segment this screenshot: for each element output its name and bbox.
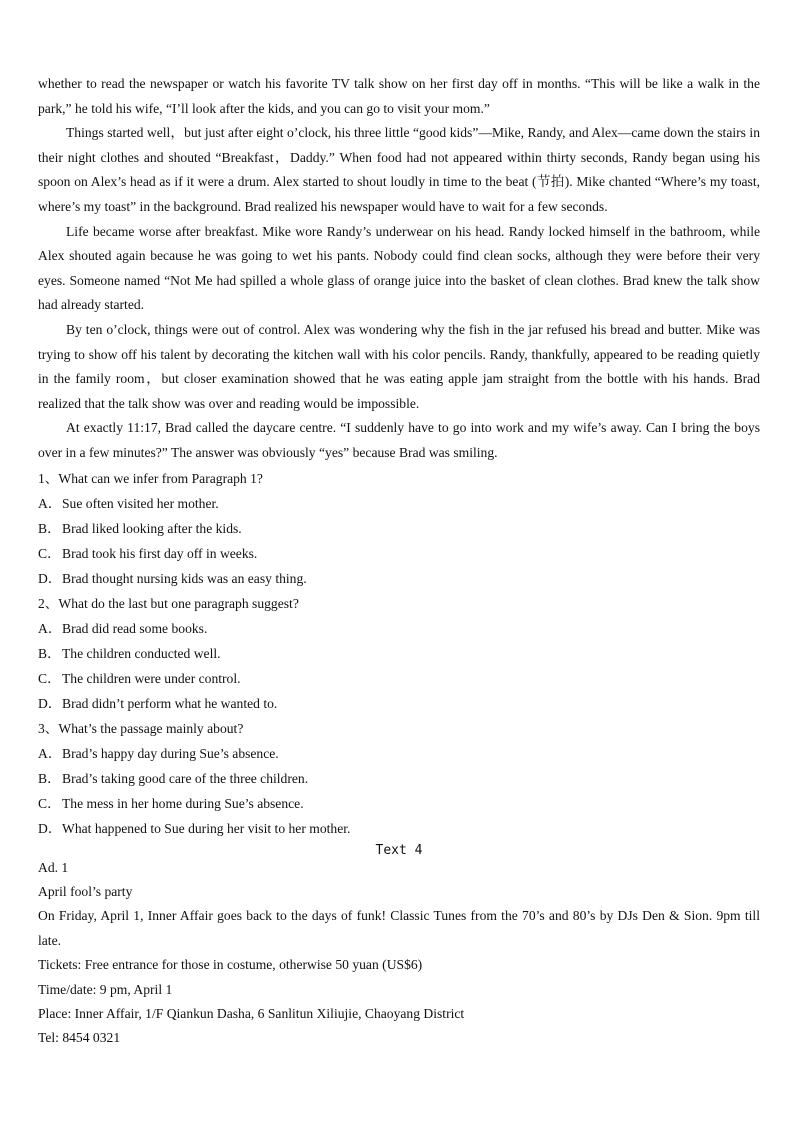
passage-paragraph-4: By ten o’clock, things were out of control. Alex was wondering why the fish in the jar refused his bread and butter. Mike was trying to show off his talent by decorating the kitchen wall with his color pencils. Randy, thankfully, appeared to be reading quietly in the family room，but closer examination showed that he was eating apple jam straight from the bottle with his hands. Brad realized that the talk show was over and reading would be impossible. — [38, 321, 760, 411]
question-3 — [38, 716, 760, 841]
option-label: B． — [38, 645, 61, 661]
option-label: C． — [38, 545, 61, 561]
option-text: Sue often visited her mother. — [62, 495, 219, 511]
ad-number: Ad. 1 — [38, 859, 69, 875]
option-text: Brad took his first day off in weeks. — [62, 545, 258, 561]
option-text: Brad liked looking after the kids. — [62, 520, 242, 536]
option-text: Brad’s happy day during Sue’s absence. — [62, 745, 279, 761]
option-label: A． — [38, 745, 62, 761]
option-b[interactable] — [38, 641, 760, 666]
option-c[interactable] — [38, 791, 760, 816]
question-1 — [38, 466, 760, 591]
option-d[interactable] — [38, 691, 760, 716]
section-heading: Text 4 — [375, 842, 423, 858]
option-b[interactable] — [38, 516, 760, 541]
option-label: B． — [38, 770, 61, 786]
option-a[interactable] — [38, 741, 760, 766]
question-stem: 2、What do the last but one paragraph suggest? — [38, 595, 299, 611]
option-text: Brad did read some books. — [62, 620, 208, 636]
ad-title: April fool’s party — [38, 883, 133, 899]
option-a[interactable] — [38, 616, 760, 641]
advertisement — [38, 856, 760, 1051]
option-c[interactable] — [38, 541, 760, 566]
passage-paragraph-1: whether to read the newspaper or watch his favorite TV talk show on her first day off in months. “This will be like a walk in the park,” he told his wife, “I’ll look after the kids, and you can go to visit your mom.” — [38, 76, 760, 116]
option-label: C． — [38, 795, 61, 811]
passage-paragraph-2: Things started well，but just after eight o’clock, his three little “good kids”—Mike, Randy, and Alex—came down the stairs in their night clothes and shouted “Breakfast，Daddy.” When food had not appeared within thirty seconds, Randy began using his spoon on Alex’s head as if it were a drum. Alex started to shout loudly in time to the beat (节拍). Mike chanted “Where’s my toast, where’s my toast” in the background. Brad realized his newspaper would have to wait for a few seconds. — [38, 125, 760, 214]
option-text: The children were under control. — [62, 670, 241, 686]
option-label: A． — [38, 495, 62, 511]
question-2 — [38, 591, 760, 716]
ad-description: On Friday, April 1, Inner Affair goes back to the days of funk! Classic Tunes from the 70’s and 80’s by DJs Den & Sion. 9pm till late. — [38, 908, 760, 948]
passage-paragraph-5: At exactly 11:17, Brad called the daycare centre. “I suddenly have to go into work and my wife’s away. Can I bring the boys over in a few minutes?” The answer was obviously “yes” because Brad was smiling. — [38, 420, 760, 460]
passage-paragraph-3: Life became worse after breakfast. Mike wore Randy’s underwear on his head. Randy locked himself in the bathroom, while Alex shouted again because he was going to wet his pants. Nobody could find clean socks, although they were before their very eyes. Someone named “Not Me had spilled a whole glass of orange juice into the basket of clean clothes. Brad knew the talk show had already started. — [38, 223, 760, 313]
option-c[interactable] — [38, 666, 760, 691]
ad-time-date: Time/date: 9 pm, April 1 — [38, 981, 173, 997]
option-b[interactable] — [38, 766, 760, 791]
option-label: C． — [38, 670, 61, 686]
option-text: Brad thought nursing kids was an easy thing. — [62, 570, 307, 586]
option-text: What happened to Sue during her visit to her mother. — [62, 820, 351, 836]
option-label: D． — [38, 570, 62, 586]
option-label: D． — [38, 695, 62, 711]
option-label: D． — [38, 820, 62, 836]
option-d[interactable] — [38, 816, 760, 841]
option-d[interactable] — [38, 566, 760, 591]
option-text: Brad didn’t perform what he wanted to. — [62, 695, 278, 711]
option-label: B． — [38, 520, 61, 536]
document-page — [38, 72, 760, 1051]
option-a[interactable] — [38, 491, 760, 516]
option-text: Brad’s taking good care of the three children. — [62, 770, 309, 786]
question-stem: 3、What’s the passage mainly about? — [38, 720, 244, 736]
option-text: The mess in her home during Sue’s absence. — [62, 795, 304, 811]
option-text: The children conducted well. — [62, 645, 221, 661]
option-label: A． — [38, 620, 62, 636]
question-stem: 1、What can we infer from Paragraph 1? — [38, 470, 263, 486]
ad-place: Place: Inner Affair, 1/F Qiankun Dasha, 6 Sanlitun Xiliujie, Chaoyang District — [38, 1005, 465, 1021]
ad-tickets: Tickets: Free entrance for those in costume, otherwise 50 yuan (US$6) — [38, 957, 423, 973]
ad-tel: Tel: 8454 0321 — [38, 1030, 121, 1046]
